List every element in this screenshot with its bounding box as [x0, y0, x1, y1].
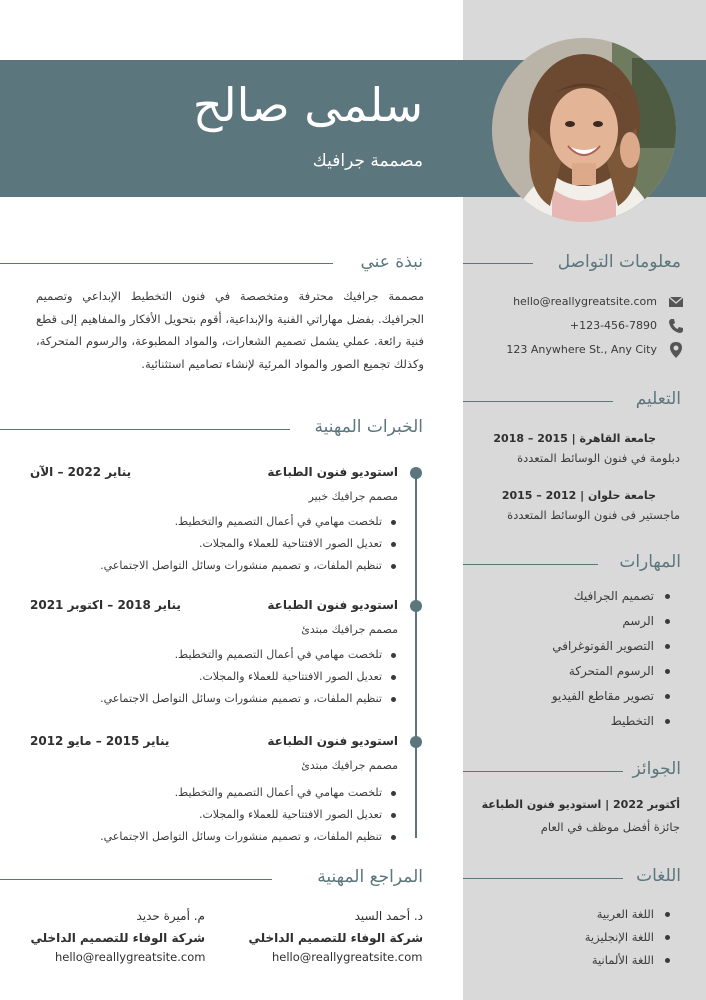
- education-section-title: التعليم: [635, 389, 681, 409]
- references-section-title: المراجع المهنية: [317, 867, 423, 887]
- contact-address-row: [480, 340, 685, 362]
- profile-photo: [492, 38, 676, 222]
- languages-section-title: اللغات: [636, 866, 681, 886]
- reference-name: د. أحمد السيد: [354, 909, 423, 923]
- job-duty: تلخصت مهامي في أعمال التصميم والتخطيط.: [78, 512, 398, 534]
- skills-divider: [463, 564, 598, 565]
- contact-email-row: [480, 292, 685, 314]
- location-icon: [667, 341, 685, 359]
- language-item: اللغة العربية: [470, 904, 670, 927]
- experience-divider: [0, 429, 290, 430]
- language-item: اللغة الألمانية: [470, 950, 670, 973]
- languages-divider: [463, 878, 623, 879]
- timeline-dot: [410, 600, 422, 612]
- skill-item: تصوير مقاطع الفيديو: [470, 685, 670, 710]
- education-item-head: جامعة حلوان | 2012 – 2015: [501, 489, 656, 502]
- job-duty: تعديل الصور الافتتاحية للعملاء والمجلات.: [78, 534, 398, 556]
- references-divider: [0, 879, 272, 880]
- education-divider: [463, 401, 613, 402]
- contact-email[interactable]: hello@reallygreatsite.com: [513, 295, 657, 308]
- job-company: استوديو فنون الطباعة: [267, 598, 398, 612]
- timeline-dot: [410, 736, 422, 748]
- contact-phone[interactable]: +123-456-7890: [569, 319, 657, 332]
- education-item-degree: دبلومة في فنون الوسائط المتعددة: [517, 451, 680, 465]
- reference-email[interactable]: hello@reallygreatsite.com: [55, 950, 206, 964]
- job-duty: تعديل الصور الافتتاحية للعملاء والمجلات.: [78, 667, 398, 689]
- job-role: مصمم جرافيك مبتدئ: [301, 759, 398, 772]
- reference-name: م. أميرة حديد: [136, 909, 205, 923]
- skill-item: الرسم: [470, 610, 670, 635]
- about-divider: [0, 263, 333, 264]
- about-section-title: نبذة عني: [360, 252, 423, 272]
- job-date: يناير 2018 – اكتوبر 2021: [30, 598, 181, 612]
- job-duties: [78, 783, 398, 849]
- job-duty: تنظيم الملفات، و تصميم منشورات وسائل التواصل الاجتماعي.: [78, 556, 398, 578]
- job-duty: تنظيم الملفات، و تصميم منشورات وسائل التواصل الاجتماعي.: [78, 689, 398, 711]
- reference-company: شركة الوفاء للتصميم الداخلي: [248, 931, 423, 945]
- job-date: يناير 2015 – مايو 2012: [30, 734, 170, 748]
- experience-section-title: الخبرات المهنية: [314, 417, 423, 437]
- language-item: اللغة الإنجليزية: [470, 927, 670, 950]
- contact-divider: [463, 263, 533, 264]
- contact-address: 123 Anywhere St., Any City: [506, 343, 657, 356]
- phone-icon: [667, 317, 685, 335]
- about-text: مصممة جرافيك محترفة ومتخصصة في فنون التخطيط الإبداعي وتصميم الجرافيك. بفضل مهاراتي الفنية والإبداعية، أقوم بتحويل الأفكار والمفاهيم إلى قطع فنية رائعة. عملي يشمل تصميم الشعارات، والمواد المطبوعة، والرسوم المتحركة، وكذلك تجميع الصور والمواد المرئية لإنشاء تصاميم استثنائية.: [36, 289, 424, 371]
- job-role: مصمم جرافيك مبتدئ: [301, 623, 398, 636]
- job-duty: تلخصت مهامي في أعمال التصميم والتخطيط.: [78, 645, 398, 667]
- contact-section-title: معلومات التواصل: [557, 252, 681, 272]
- skills-section-title: المهارات: [619, 552, 681, 572]
- person-job-title: مصممة جرافيك: [312, 151, 423, 171]
- job-role: مصمم جرافيك خبير: [308, 490, 398, 503]
- skill-item: التخطيط: [470, 710, 670, 735]
- timeline-dot: [410, 467, 422, 479]
- awards-section-title: الجوائز: [632, 759, 681, 779]
- job-duties: [78, 645, 398, 711]
- awards-divider: [463, 771, 623, 772]
- job-duty: تنظيم الملفات، و تصميم منشورات وسائل التواصل الاجتماعي.: [78, 827, 398, 849]
- education-item-degree: ماجستير فى فنون الوسائط المتعددة: [507, 508, 680, 522]
- experience-timeline: [415, 472, 417, 838]
- skill-item: التصوير الفوتوغرافي: [470, 635, 670, 660]
- person-name: سلمى صالح: [192, 78, 423, 132]
- job-duty: تعديل الصور الافتتاحية للعملاء والمجلات.: [78, 805, 398, 827]
- job-company: استوديو فنون الطباعة: [267, 734, 398, 748]
- contact-phone-row: [480, 316, 685, 338]
- skill-item: تصميم الجرافيك: [470, 585, 670, 610]
- languages-list: [470, 904, 670, 973]
- job-duties: [78, 512, 398, 578]
- reference-company: شركة الوفاء للتصميم الداخلي: [30, 931, 205, 945]
- job-date: يناير 2022 – الآن: [30, 465, 132, 479]
- job-company: استوديو فنون الطباعة: [267, 465, 398, 479]
- skill-item: الرسوم المتحركة: [470, 660, 670, 685]
- education-item-head: جامعة القاهرة | 2015 – 2018: [493, 432, 656, 445]
- reference-email[interactable]: hello@reallygreatsite.com: [272, 950, 423, 964]
- award-description: جائزة أفضل موظف في العام: [540, 820, 680, 834]
- award-head: أكتوبر 2022 | استوديو فنون الطباعة: [481, 798, 680, 811]
- skills-list: [470, 585, 670, 735]
- email-icon: [667, 293, 685, 311]
- job-duty: تلخصت مهامي في أعمال التصميم والتخطيط.: [78, 783, 398, 805]
